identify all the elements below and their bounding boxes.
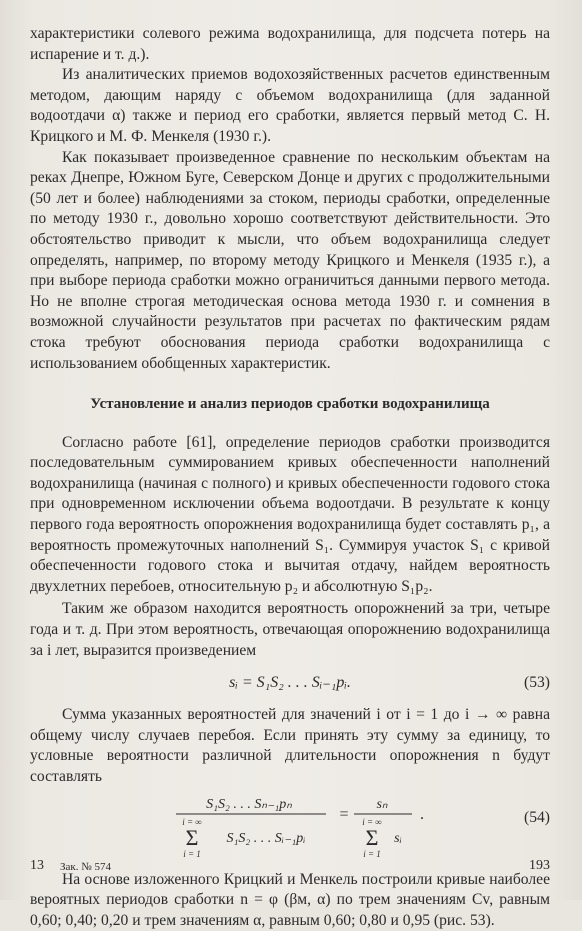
eq54-right-denominator: sᵢ bbox=[394, 830, 402, 846]
eq54-left-denominator: S₁S₂ . . . Sᵢ₋₁pᵢ bbox=[226, 830, 306, 846]
equation-53-expression: sᵢ = S₁S₂ . . . Sᵢ₋₁pᵢ. bbox=[229, 674, 351, 692]
paragraph-3: Как показывает произведенное сравнение по нескольким объектам на реках Днепре, Южном Буге, Северском Донце и других с продолжительными (50 лет и более) наблюдениями за стоком, периоды сработки, определенные по методу 1930 г., довольно хорошо соответствуют действительности. Это обстоятельство приводит к мысли, что объем водохранилища следует определять, например, по второму методу Крицкого и Менкеля (1935 г.), а при выборе периода сработки можно ограничиться данными первого метода. Но не вполне строгая методическая основа метода 1930 г. и сомнения в возможной случайности результатов при расчетах по фактическим рядам стока требуют обоснования периода сработки водохранилища с использованием обобщенных характеристик. bbox=[30, 148, 550, 372]
section-heading: Установление и анализ периодов сработки водохранилища bbox=[90, 396, 490, 413]
eq54-right-sum-bottom: i = 1 bbox=[363, 848, 381, 859]
print-order: Зак. № 574 bbox=[60, 861, 111, 873]
eq54-left-sum-bottom: i = 1 bbox=[183, 848, 201, 859]
page-number: 193 bbox=[529, 858, 550, 873]
eq54-right-sum-top: i = ∞ bbox=[362, 816, 382, 827]
eq54-equals: = bbox=[339, 805, 349, 823]
eq54-right-numerator: sₙ bbox=[376, 796, 388, 812]
eq54-left-sum-top: i = ∞ bbox=[182, 816, 202, 827]
equation-53 bbox=[30, 661, 550, 705]
paragraph-5: Таким же образом находится вероятность опорожнений за три, четыре года и т. д. При этом вероятность, отвечающая опорожнению водохранилища за i лет, выразится произведением bbox=[30, 600, 550, 659]
paragraph-2: Из аналитических приемов водохозяйственных расчетов единственным методом, дающим наряду с объемом водохранилища (для заданной водоотдачи α) также и период его сработки, является первый метод С. Н. Крицкого и М. Ф. Менкеля (1930 г.). bbox=[30, 66, 550, 145]
eq54-dot: . bbox=[420, 805, 424, 823]
signature-mark: 13 bbox=[30, 858, 44, 873]
paragraph-1: характеристики солевого режима водохранилища, для подсчета потерь на испарение и т. д.). bbox=[30, 25, 550, 63]
text-column bbox=[30, 24, 550, 931]
equation-54 bbox=[30, 792, 550, 862]
equation-54-graphic bbox=[30, 792, 550, 862]
paragraph-6: Сумма указанных вероятностей для значений i от i = 1 до i → ∞ равна общему числу случаев перебоя. Если принять эту сумму за единицу, то условные вероятности различной длительности опорожнения n будут составлять bbox=[30, 706, 550, 785]
paragraph-7: На основе изложенного Крицкий и Менкель построили кривые наиболее вероятных периодов сработки n = φ (βм, α) по трем значениям Cv, равным 0,60; 0,40; 0,20 и трем значениям α, равным 0,60; 0,80 и 0,95 (рис. 53). bbox=[30, 870, 550, 929]
equation-54-number: (54) bbox=[524, 808, 550, 826]
paragraph-4: Согласно работе [61], определение периодов сработки производится последовательным суммированием кривых обеспеченности наполнений водохранилища (начиная с полного) и кривых обеспеченности годового стока при одновременном исключении объема водоотдачи. В результате к концу первого года вероятность опорожнения водохранилища будет составлять p₁, а вероятность промежуточных наполнений S₁. Суммируя участок S₁ с кривой обеспеченности годового стока и вычитая отдачу, найдем вероятность двухлетних перебоев, относительную p₂ и абсолютную S₁p₂. bbox=[30, 433, 550, 595]
eq54-left-numerator: S₁S₂ . . . Sₙ₋₁pₙ bbox=[206, 796, 292, 812]
eq54-left-sigma: Σ bbox=[185, 824, 199, 850]
eq54-right-sigma: Σ bbox=[365, 824, 379, 850]
equation-53-number: (53) bbox=[524, 674, 550, 692]
